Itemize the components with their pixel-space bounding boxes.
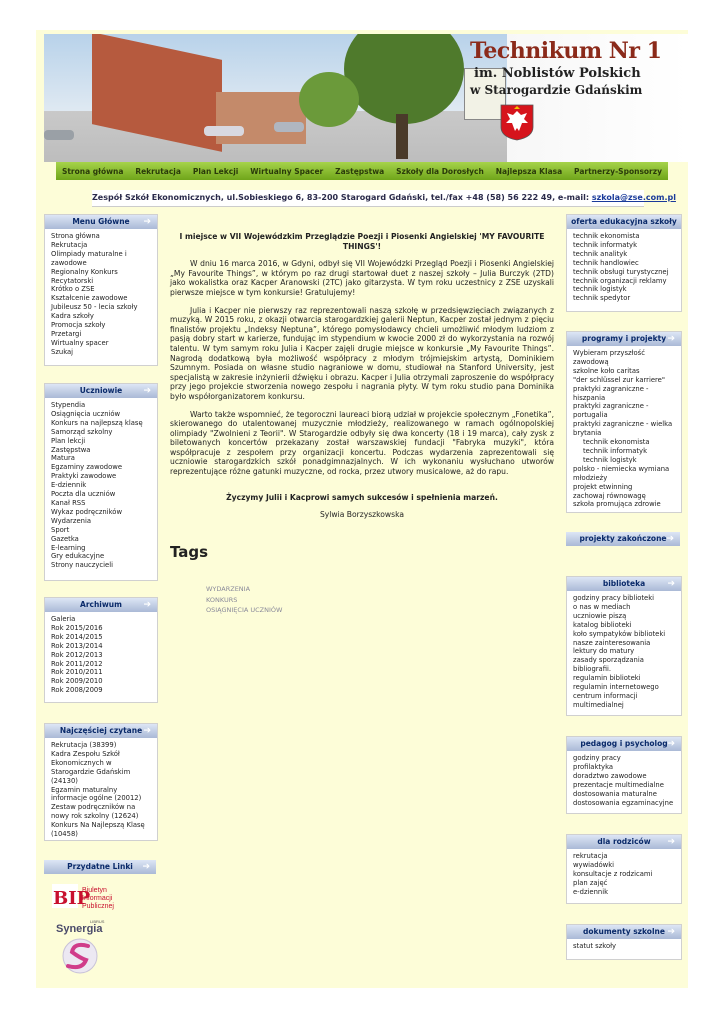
nav-partners[interactable]: Partnerzy-Sponsorzy [574, 166, 663, 176]
students-item[interactable]: Plan lekcji [51, 436, 86, 445]
pedagogue-item[interactable]: dostosowania egzaminacyjne [573, 798, 674, 807]
menu-item[interactable]: Krótko o ZSE [51, 285, 95, 294]
offer-item[interactable]: technik obsługi turystycznej [573, 267, 669, 276]
archive-item[interactable]: Rok 2013/2014 [51, 641, 103, 650]
library-item[interactable]: uczniowie piszą [573, 611, 627, 620]
menu-item[interactable]: Strona główna [51, 232, 100, 240]
arrow-right-icon: ➔ [667, 837, 675, 847]
students-item[interactable]: Praktyki zawodowe [51, 472, 117, 481]
menu-item[interactable]: Regionalny Konkurs Recytatorski [51, 267, 118, 285]
project-item[interactable]: szkoła promująca zdrowie [573, 500, 661, 509]
menu-item[interactable]: Jubileusz 50 - lecia szkoły [51, 303, 138, 312]
nav-recruitment[interactable]: Rekrutacja [135, 166, 181, 176]
offer-item[interactable]: technik informatyk [573, 240, 638, 249]
students-item[interactable]: Gazetka [51, 534, 79, 543]
tag-link[interactable]: WYDARZENIA [206, 585, 251, 593]
students-item[interactable]: Egzaminy zawodowe [51, 463, 123, 472]
menu-item[interactable]: Przetargi [51, 329, 82, 338]
tags-heading: Tags [170, 543, 209, 561]
library-item[interactable]: nasze zainteresowania [573, 638, 651, 647]
school-photo [44, 34, 507, 162]
offer-item[interactable]: technik ekonomista [573, 232, 640, 240]
article [170, 232, 554, 528]
arrow-right-icon: ➔ [667, 334, 675, 344]
archive-item[interactable]: Rok 2011/2012 [51, 659, 103, 668]
project-item[interactable]: technik logistyk [583, 455, 637, 464]
popular-item[interactable]: Zestaw podręczników na nowy rok szkolny (12624) [51, 803, 139, 821]
parents-item[interactable]: konsultacje z rodzicami [573, 869, 653, 878]
arrow-right-icon: ➔ [666, 534, 674, 544]
offer-box [566, 214, 682, 312]
archive-item[interactable]: Rok 2010/2011 [51, 668, 103, 677]
students-title: Uczniowie [79, 386, 123, 395]
nav-virtual-tour[interactable]: Wirtualny Spacer [250, 166, 324, 176]
parents-item[interactable]: plan zajęć [573, 878, 608, 887]
library-box [566, 576, 682, 716]
offer-item[interactable]: technik organizacji reklamy [573, 276, 667, 285]
project-item[interactable]: polsko - niemiecka wymiana młodzieży [573, 464, 670, 482]
article-author: Sylwia Borzyszkowska [319, 510, 405, 520]
popular-box [44, 723, 158, 841]
offer-item[interactable]: technik logistyk [573, 285, 627, 294]
documents-title: dokumenty szkolne [583, 927, 665, 936]
popular-item[interactable]: Rekrutacja (38399) [51, 741, 117, 749]
nav-home[interactable]: Strona główna [61, 166, 124, 176]
svg-text:BIP: BIP [53, 888, 91, 909]
library-item[interactable]: koło sympatyków biblioteki [573, 629, 666, 638]
menu-item[interactable]: Kształcenie zawodowe [51, 294, 128, 303]
students-item[interactable]: Matura [51, 454, 75, 463]
library-item[interactable]: regulamin internetowego centrum informacji multimedialnej [573, 683, 659, 709]
archive-title: Archiwum [80, 600, 122, 609]
menu-item[interactable]: Promocja szkoły [51, 321, 106, 330]
arrow-right-icon: ➔ [143, 600, 151, 610]
finished-projects-box [566, 532, 680, 548]
students-item[interactable]: Wydarzenia [51, 516, 92, 525]
popular-item[interactable]: Egzamin maturalny informacje ogólne (20012) [51, 785, 142, 803]
archive-item[interactable]: Rok 2008/2009 [51, 686, 103, 695]
tag-link[interactable]: OSIĄGNIĘCIA UCZNIÓW [206, 606, 283, 614]
tag-link[interactable]: KONKURS [206, 595, 238, 604]
library-item[interactable]: godziny pracy biblioteki [573, 594, 655, 602]
project-item[interactable]: praktyki zagraniczne - wielka brytania [573, 420, 673, 438]
svg-text:LIBRUS: LIBRUS [90, 919, 105, 924]
students-item[interactable]: Zastępstwa [51, 445, 91, 454]
library-item[interactable]: regulamin biblioteki [573, 674, 641, 683]
arrow-right-icon: ➔ [667, 927, 675, 937]
main-menu-box [44, 214, 158, 366]
svg-text:Biuletyn: Biuletyn [82, 887, 107, 894]
arrow-right-icon: ➔ [667, 579, 675, 589]
pedagogue-item[interactable]: godziny pracy [573, 754, 621, 762]
documents-item[interactable]: statut szkoły [573, 942, 617, 950]
nav-adult-schools[interactable]: Szkoły dla Dorosłych [396, 166, 484, 176]
article-title: I miejsce w VII Wojewódzkim Przeglądzie Poezji i Piosenki Angielskiej 'MY FAVOURITE THINGS'! [179, 232, 545, 251]
archive-box [44, 597, 158, 703]
popular-item[interactable]: Kadra Zespołu Szkół Ekonomicznych w Starogardzie Gdańskim (24130) [51, 749, 131, 785]
pedagogue-item[interactable]: doradztwo zawodowe [573, 771, 647, 780]
svg-text:Synergia: Synergia [56, 923, 103, 935]
parents-item[interactable]: wywiadówki [573, 860, 615, 869]
library-title: biblioteka [602, 579, 646, 588]
project-item[interactable]: projekt etwinning [573, 482, 633, 491]
students-item[interactable]: Stypendia [51, 401, 86, 409]
documents-box [566, 924, 682, 960]
parents-title: dla rodziców [597, 837, 651, 846]
archive-item[interactable]: Rok 2015/2016 [51, 623, 103, 632]
students-item[interactable]: Strony nauczycieli [51, 561, 113, 570]
arrow-right-icon: ➔ [142, 862, 150, 872]
project-item[interactable]: Wybieram przyszłość zawodową [573, 349, 645, 366]
library-item[interactable]: zasady sporządzania bibliografii. [573, 656, 644, 674]
menu-item[interactable]: Kadra szkoły [51, 312, 94, 321]
project-item[interactable]: praktyki zagraniczne - portugalia [573, 402, 649, 420]
projects-box [566, 331, 682, 513]
popular-item[interactable]: Konkurs Na Najlepszą Klasę (10458) [51, 821, 145, 839]
project-item[interactable]: szkolne koło caritas [573, 366, 640, 375]
archive-item[interactable]: Rok 2014/2015 [51, 632, 103, 641]
arrow-right-icon: ➔ [143, 726, 151, 736]
parents-box [566, 834, 682, 904]
article-paragraph: Julia i Kacper nie pierwszy raz reprezentowali naszą szkołę w przedsięwzięciach związanych z muzyką. W 2015 roku, z okazji otwarcia starogardzkiej galerii Neptun, Kacper został jednym z pięciu finalistów projektu „Indeksy Neptuna”, którego pomysłodawcy chcieli umożliwić młodym ludziom z pasją dobry start w karierze, fundując im stypendium w kwocie 2000 zł do wykorzystania na rozwój talentu. W tym samym roku Julia i Kacper zajęli drugie miejsce w konkursie „My Favourite Things”. Nagrodą dodatkową była możliwość współpracy z młodym trójmiejskim artystą, Dominikiem Szumnym. Posiada on własne studio nagraniowe w domu, studiował na Stanford University, jest specjalistą w zakresie inżynierii dźwięku i obrazu. Kacper i Julia otrzymali zaproszenie do współpracy przy jego projekcie stworzenia nowego zespołu i nagrania płyty. W tym roku studio pana Dominika było współorganizatorem konkursu. [170, 305, 554, 401]
students-item[interactable]: Osiągnięcia uczniów [51, 409, 121, 418]
archive-item[interactable]: Galeria [51, 615, 76, 623]
svg-text:Informacji: Informacji [82, 895, 113, 902]
arrow-right-icon: ➔ [667, 739, 675, 749]
students-box [44, 383, 158, 581]
offer-item[interactable]: technik handlowiec [573, 258, 639, 267]
parents-item[interactable]: rekrutacja [573, 852, 608, 860]
library-item[interactable]: katalog biblioteki [573, 620, 632, 629]
article-paragraph: Warto także wspomnieć, że tegoroczni laureaci biorą udział w projekcie społecznym „Fonetika”, skierowanego do utalentowanej muzycznie młodzieży, realizowanego w ramach ogólnopolskiej olimpiady "Zwolnieni z Teorii". W Starogardzie odbyły się dwa koncerty (18 i 19 marca), cały zysk z biletowanych koncertów przekazany został warszawskiej fundacji "Fabryka muzyki", która współpracuje z zespołem przy organizacji koncertu. Podczas wydarzenia zaprezentowali się uczniowie starogardzkich szkół ponadgimnazjalnych. W ich wykonaniu wysłuchano utworów reprezentujące różne gatunki muzyczne, od rocka, przez utwory musicalowe, aż do rapu. [170, 409, 554, 477]
students-item[interactable]: E-learning [51, 543, 86, 552]
pedagogue-item[interactable]: profilaktyka [573, 762, 614, 771]
students-item[interactable]: Poczta dla uczniów [51, 490, 116, 499]
students-item[interactable]: Kanał RSS [51, 498, 86, 507]
project-item[interactable]: praktyki zagraniczne - hiszpania [573, 384, 649, 402]
arrow-right-icon: ➔ [143, 217, 151, 227]
offer-item[interactable]: technik analityk [573, 249, 628, 258]
menu-item[interactable]: Rekrutacja [51, 240, 88, 249]
nav-timetable[interactable]: Plan Lekcji [192, 166, 239, 176]
nav-substitutions[interactable]: Zastępstwa [335, 166, 385, 176]
main-navigation [56, 162, 668, 180]
project-item[interactable]: technik ekonomista [583, 438, 650, 447]
students-item[interactable]: Konkurs na najlepszą klasę [51, 418, 143, 427]
bip-logo[interactable] [52, 882, 132, 912]
synergia-logo[interactable] [54, 916, 114, 976]
project-item[interactable]: technik informatyk [583, 446, 648, 455]
archive-item[interactable]: Rok 2012/2013 [51, 650, 103, 659]
tags-list [206, 584, 282, 616]
menu-item[interactable]: Olimpiady maturalne i zawodowe [51, 249, 127, 267]
main-menu-title: Menu Główne [72, 217, 130, 226]
parents-item[interactable]: e-dziennik [573, 887, 609, 896]
archive-item[interactable]: Rok 2009/2010 [51, 677, 103, 686]
students-item[interactable]: E-dziennik [51, 481, 87, 490]
links-title: Przydatne Linki [67, 862, 133, 871]
school-location: w Starogardzie Gdańskim [470, 83, 643, 97]
pedagogue-box [566, 736, 682, 814]
school-title: Technikum Nr 1 [470, 38, 662, 64]
project-item[interactable]: "der schlüssel zur karriere" [573, 375, 665, 384]
offer-item[interactable]: technik spedytor [573, 294, 631, 303]
nav-best-class[interactable]: Najlepsza Klasa [495, 166, 563, 176]
article-paragraph: W dniu 16 marca 2016, w Gdyni, odbył się VII Wojewódzki Przegląd Poezji i Piosenki Angielskiej „My Favourite Things”, w którym po raz drugi startował duet z naszej szkoły – Julia Burczyk (2TD) jako wokalistka oraz Kacper Aranowski (2TC) jako gitarzysta. W tym roku uczestnicy z ZSE uzyskali pierwsze miejsce w tym konkursie! Gratulujemy! [170, 259, 554, 297]
library-item[interactable]: o nas w mediach [573, 602, 631, 611]
finished-projects-title: projekty zakończone [579, 534, 667, 543]
menu-item[interactable]: Wirtualny spacer [51, 338, 109, 347]
address-text: Zespół Szkół Ekonomicznych, ul.Sobieskiego 6, 83-200 Starogard Gdański, tel./fax +48 (58) 56 222 49, e-mail: [92, 193, 592, 202]
email-link[interactable]: szkola@zse.com.pl [591, 193, 676, 202]
arrow-right-icon: ➔ [143, 386, 151, 396]
address-bar [92, 190, 676, 207]
offer-title: oferta edukacyjna szkoły [571, 217, 677, 226]
pedagogue-title: pedagog i psycholog [580, 739, 668, 748]
students-item[interactable]: Wykaz podręczników [51, 507, 123, 516]
links-box [44, 860, 156, 876]
popular-title: Najczęściej czytane [59, 726, 143, 735]
polish-eagle-icon [497, 101, 537, 141]
article-wish: Życzymy Julii i Kacprowi samych sukcesów i spełnienia marzeń. [226, 492, 498, 502]
students-item[interactable]: Gry edukacyjne [51, 552, 105, 561]
pedagogue-item[interactable]: dostosowania maturalne [573, 789, 657, 798]
svg-text:Publicznej: Publicznej [82, 903, 114, 910]
menu-item[interactable]: Szukaj [51, 347, 74, 356]
pedagogue-item[interactable]: prezentacje multimedialne [573, 780, 664, 789]
students-item[interactable]: Samorząd szkolny [51, 427, 113, 436]
library-item[interactable]: lektury do matury [573, 647, 635, 656]
projects-title: programy i projekty [581, 334, 667, 343]
students-item[interactable]: Sport [51, 525, 70, 534]
school-subtitle: im. Noblistów Polskich [474, 66, 641, 81]
project-item[interactable]: zachowaj równowagę [573, 491, 646, 500]
